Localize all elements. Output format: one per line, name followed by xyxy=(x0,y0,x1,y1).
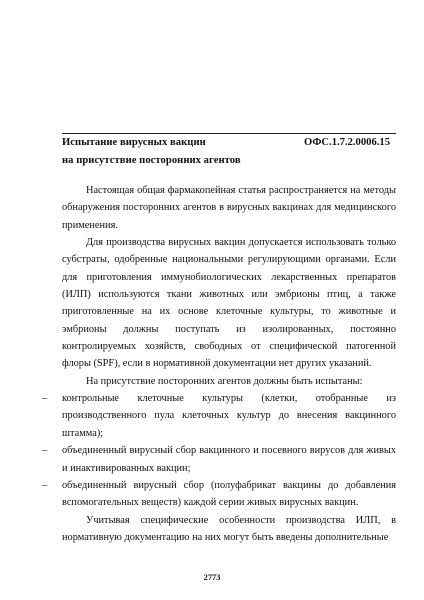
paragraph-scope: Настоящая общая фармакопейная статья распространяется на методы обнаружения посторонних агентов в вирусных вакцинах для медицинского применения. xyxy=(62,185,396,231)
list-dash: – xyxy=(42,479,48,491)
list-item xyxy=(42,442,396,477)
list-intro: На присутствие посторонних агентов должны быть испытаны: xyxy=(86,375,363,387)
list-dash: – xyxy=(42,393,48,405)
list-item xyxy=(42,477,396,512)
page-number: 2773 xyxy=(203,573,221,582)
article-title-line-2: на присутствие посторонних агентов xyxy=(62,155,241,166)
list-item-text: объединенный вирусный сбор вакцинного и посевного вирусов для живых и инактивированных вакцин; xyxy=(62,445,396,474)
header-rule xyxy=(62,133,396,134)
list-item-text: контрольные клеточные культуры (клетки, отобранные из производственного пула клеточных культур до внесения вакцинного штамма); xyxy=(62,393,396,439)
article-code: ОФС.1.7.2.0006.15 xyxy=(303,137,390,148)
paragraph-substrates: Для производства вирусных вакцин допускается использовать только субстраты, одобренные национальными регулирующими органами. Если для приготовления иммунобиологических лекарственных препаратов (ИЛП) используются ткани животных или эмбрионы птиц, а также приготовленные на их основе клеточные культуры, то животные и эмбрионы должны поступать из изолированных, постоянно контролируемых хозяйств, свободных от специфической патогенной флоры (SPF), если в нормативной документации нет других указаний. xyxy=(62,237,396,370)
article-body xyxy=(42,182,396,546)
list-dash: – xyxy=(42,445,48,457)
tested-materials-list xyxy=(42,390,396,511)
paragraph-specifics: Учитывая специфические особенности производства ИЛП, в нормативную документацию на них могут быть введены дополнительные xyxy=(62,514,396,543)
list-item xyxy=(42,390,396,442)
list-item-text: объединенный вирусный сбор (полуфабрикат вакцины до добавления вспомогательных веществ) каждой серии живых вирусных вакцин. xyxy=(62,479,396,509)
article-title-line-1: Испытание вирусных вакцин xyxy=(62,137,206,148)
